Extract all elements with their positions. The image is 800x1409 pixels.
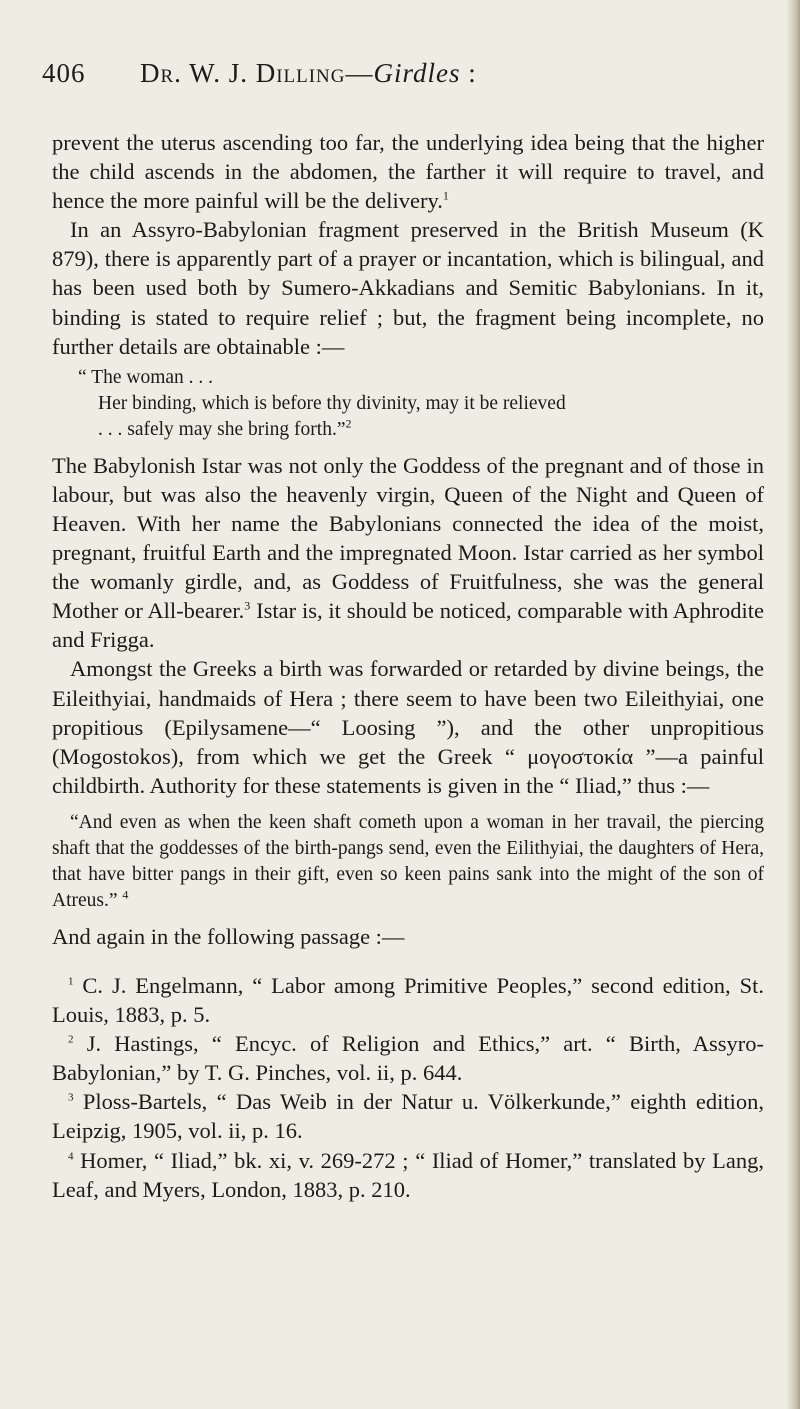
block-quote-iliad — [52, 810, 764, 914]
quote-line: Her binding, which is before thy divinity, may it be relieved — [98, 392, 566, 414]
quote-line-text: . . . safely may she bring forth.” — [98, 418, 346, 440]
footnotes — [52, 971, 764, 1204]
paragraph — [52, 451, 764, 655]
paragraph-text: prevent the uterus ascending too far, the underlying idea being that the higher the child ascends in the abdomen, the farther it will require to travel, and hence the more painful will be the delivery. — [52, 130, 764, 214]
footnote-text: Homer, “ Iliad,” bk. xi, v. 269-272 ; “ Iliad of Homer,” translated by Lang, Leaf, and Myers, London, 1883, p. 210. — [52, 1147, 764, 1202]
footnote-text: J. Hastings, “ Encyc. of Religion and Ethics,” art. “ Birth, Assyro-Babylonian,” by T. G. Pinches, vol. ii, p. 644. — [52, 1031, 765, 1086]
footnote-ref: 2 — [345, 416, 352, 431]
paragraph — [52, 128, 764, 215]
running-title: Dr. W. J. Dilling—Girdles : — [140, 58, 477, 88]
page-number: 406 — [42, 58, 86, 88]
paragraph: Amongst the Greeks a birth was forwarded or retarded by divine beings, the Eileithyiai, handmaids of Hera ; there seem to have been two Eileithyiai, one propitious (Epilysamene—“ Loosing ”), and the other unpropitious (Mogostokos), from which we get the Greek “ μογοστοκία ”—a painful childbirth. Authority for these statements is given in the “ Iliad,” thus :— — [52, 656, 764, 798]
footnote — [52, 1029, 764, 1087]
quote-text: “And even as when the keen shaft cometh upon a woman in her travail, the piercing shaft that the goddesses of the birth-pangs send, even the Eilithyiai, the daughters of Hera, that have bitter pangs in their gift, even so keen pains sank into the might of the son of Atreus.” — [52, 811, 764, 911]
running-head — [42, 58, 762, 94]
paragraph-text: Istar is, it should be noticed, comparable with Aphrodite and Frigga. — [52, 598, 765, 653]
footnote — [52, 971, 764, 1029]
paragraph: And again in the following passage :— — [52, 923, 405, 949]
paragraph: In an Assyro-Babylonian fragment preserved in the British Museum (K 879), there is apparently part of a prayer or incantation, which is bilingual, and has been used both by Sumero-Akkadians and Semitic Babylonians. In it, binding is stated to require relief ; but, the fragment being incomplete, no further details are obtainable :— — [52, 217, 764, 359]
footnote-text: C. J. Engelmann, “ Labor among Primitive Peoples,” second edition, St. Louis, 1883, p. 5. — [52, 972, 764, 1028]
footnote-number: 1 — [68, 975, 74, 988]
page-body — [52, 128, 764, 1204]
footnote-ref: 3 — [244, 598, 251, 613]
quote-line — [78, 417, 764, 443]
footnote-ref: 4 — [122, 887, 129, 902]
block-quote-prayer — [78, 365, 764, 443]
footnote — [52, 1087, 764, 1145]
footnote-number: 4 — [68, 1150, 74, 1163]
quote-line: “ The woman . . . — [78, 366, 214, 388]
paragraph-text: The Babylonish Istar was not only the Goddess of the pregnant and of those in labour, but was also the heavenly virgin, Queen of the Night and Queen of Heaven. With her name the Babylonians connected the idea of the moist, pregnant, fruitful Earth and the impregnated Moon. Istar carried as her symbol the womanly girdle, and, as Goddess of Fruitfulness, she was the general Mother or All-bearer. — [52, 452, 764, 624]
author-name: Dr. W. J. Dilling — [140, 58, 346, 88]
footnote-text: Ploss-Bartels, “ Das Weib in der Natur u. Völkerkunde,” eighth edition, Leipzig, 1905, vol. ii, p. 16. — [52, 1089, 764, 1144]
footnote-number: 3 — [68, 1091, 74, 1104]
footnote-number: 2 — [68, 1033, 74, 1046]
chapter-title: Girdles — [373, 58, 461, 88]
footnote-ref: 1 — [442, 188, 449, 203]
footnote — [52, 1146, 764, 1204]
page-edge — [786, 0, 800, 1409]
